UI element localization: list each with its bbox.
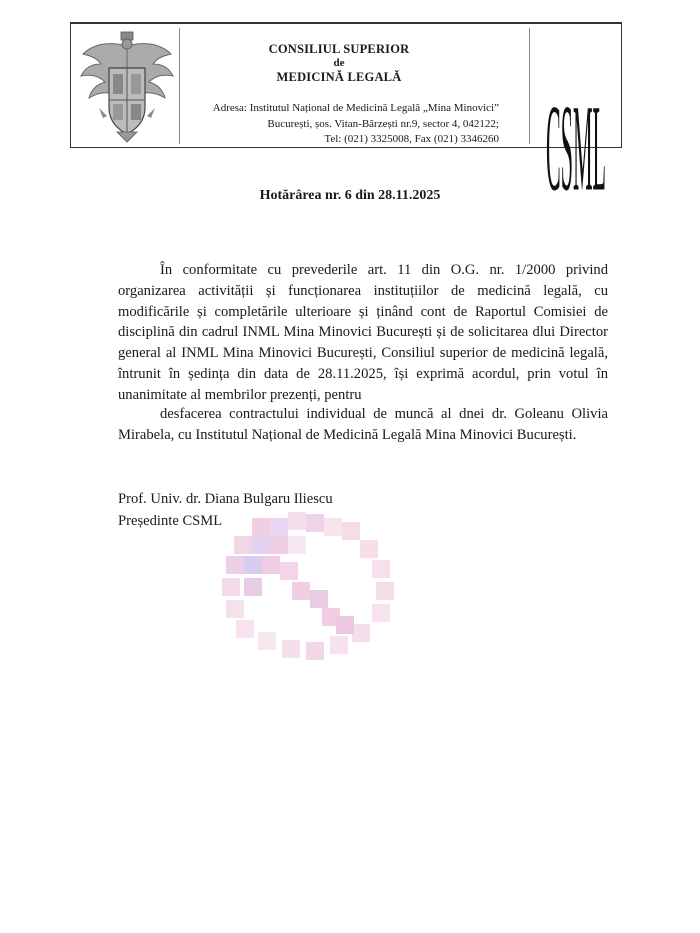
address-line1: Adresa: Institutul Național de Medicină Legală „Mina Minovici” xyxy=(212,102,499,114)
org-name-line1: CONSILIUL SUPERIOR xyxy=(268,42,410,56)
romanian-coat-of-arms-icon xyxy=(77,28,177,144)
decision-title: Hotărârea nr. 6 din 28.11.2025 xyxy=(259,188,441,203)
org-name-line2: de xyxy=(333,57,345,69)
org-name-line3: MEDICINĂ LEGALĂ xyxy=(276,70,402,84)
paragraph-decision xyxy=(118,404,608,446)
csml-logo-text: CSML xyxy=(546,80,606,218)
header-divider-right xyxy=(529,28,530,144)
paragraph-decision-text: desfacerea contractului individual de muncă al dnei dr. Goleanu Olivia Mirabela, cu Institutul Național de Medicină Legală Mina Minovici București. xyxy=(118,406,608,443)
paragraph-main xyxy=(118,260,608,406)
header-divider-left xyxy=(179,28,180,144)
signatory-name: Prof. Univ. dr. Diana Bulgaru Iliescu xyxy=(118,491,333,507)
pixelated-stamp-icon xyxy=(222,512,408,660)
signatory-role: Președinte CSML xyxy=(118,513,223,529)
address-line3: Tel: (021) 3325008, Fax (021) 3346260 xyxy=(324,133,499,145)
csml-logo xyxy=(533,28,619,218)
address-line2: București, șos. Vitan-Bârzești nr.9, sector 4, 042122; xyxy=(267,118,499,130)
paragraph-main-text: În conformitate cu prevederile art. 11 din O.G. nr. 1/2000 privind organizarea activității și funcționarea instituțiilor de medicină legală, cu modificările și completările ulterioare și ținând cont de Raportul Comisiei de disciplină din cadrul INML Mina Minovici București și de solicitarea dlui Director general al INML Mina Minovici București, Consiliul superior de medicină legală, întrunit în ședința din data de 28.11.2025, își exprimă acordul, prin votul în unanimitate al membrilor prezenți, pentru xyxy=(118,262,608,403)
